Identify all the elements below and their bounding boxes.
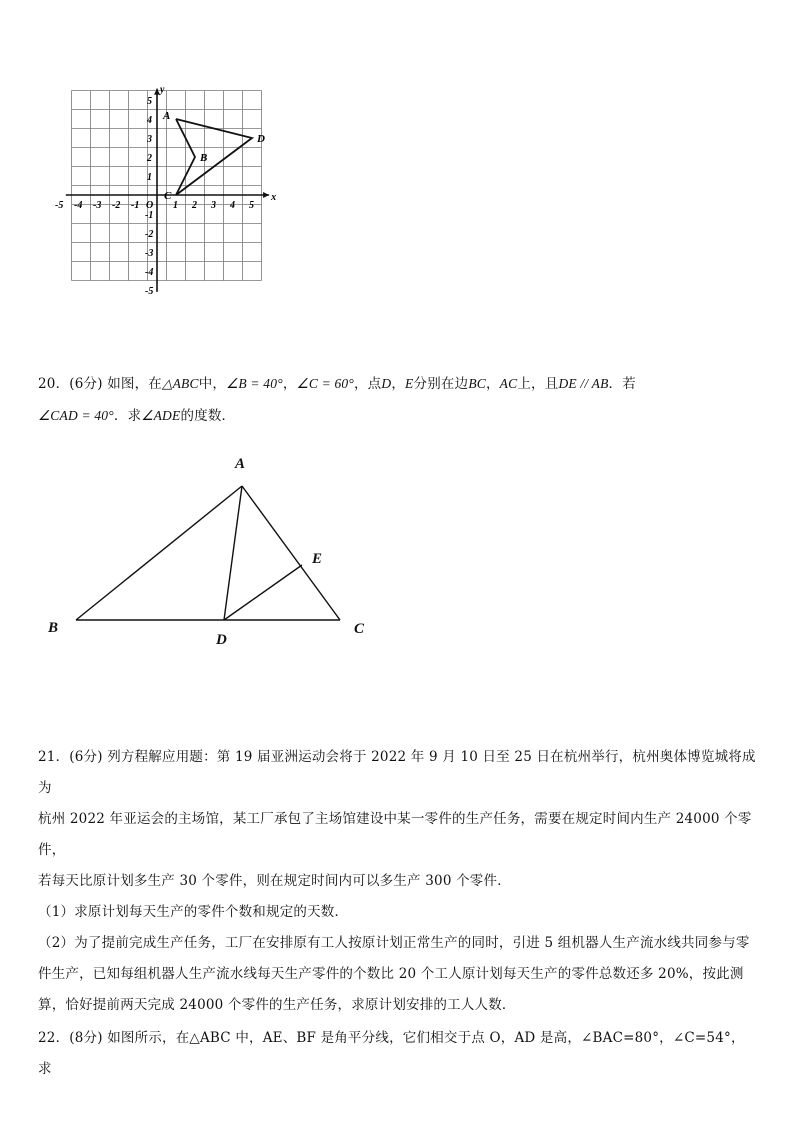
coordinate-grid-figure bbox=[30, 84, 277, 297]
question-21 bbox=[38, 742, 758, 1021]
q20-triangle: △ABC bbox=[162, 376, 199, 391]
q20-text: ．若 bbox=[608, 376, 636, 392]
q20-point-e: E bbox=[405, 376, 414, 391]
point-label-c: C bbox=[164, 190, 172, 202]
segment-de bbox=[224, 565, 302, 620]
segment-ad bbox=[224, 486, 242, 620]
question-20 bbox=[38, 368, 758, 432]
q20-side-ac: AC bbox=[499, 376, 518, 391]
x-tick-label: 5 bbox=[249, 200, 254, 211]
x-tick-label: -2 bbox=[112, 200, 121, 211]
y-tick-label: 3 bbox=[147, 134, 152, 145]
y-tick-label: -1 bbox=[145, 210, 154, 221]
q20-text: ， bbox=[485, 376, 500, 392]
q20-text: ， bbox=[391, 376, 406, 392]
q20-text: 分别在边 bbox=[413, 376, 469, 392]
q20-angle-c: ∠C = 60° bbox=[296, 376, 354, 391]
y-tick-label: 1 bbox=[147, 172, 152, 183]
y-tick-label: 2 bbox=[147, 153, 152, 164]
y-tick-label: 4 bbox=[147, 115, 152, 126]
x-tick-label: -1 bbox=[131, 200, 140, 211]
segment-ac bbox=[242, 486, 340, 620]
x-tick-label: 1 bbox=[173, 200, 178, 211]
y-tick-label: -3 bbox=[145, 248, 154, 259]
question-22 bbox=[38, 1023, 758, 1085]
polygon-ABDC bbox=[162, 110, 265, 202]
triangle-figure bbox=[40, 448, 390, 658]
q21-line: 21．(6分) 列方程解应用题：第 19 届亚洲运动会将于 2022 年 9 月 10 日至 25 日在杭州举行，杭州奥体博览城将成为 bbox=[38, 749, 756, 796]
q20-angle-b: ∠B = 40° bbox=[226, 376, 283, 391]
point-label-d: D bbox=[257, 133, 265, 145]
segment-ab bbox=[76, 486, 242, 620]
q20-side-bc: BC bbox=[468, 376, 486, 391]
y-tick-label: -2 bbox=[145, 229, 154, 240]
q20-text: 的度数． bbox=[180, 408, 236, 424]
x-tick-label: 4 bbox=[230, 200, 235, 211]
q20-text: 中， bbox=[198, 376, 227, 392]
label-a: A bbox=[235, 456, 246, 472]
point-label-a: A bbox=[163, 110, 171, 122]
x-axis-label: x bbox=[271, 192, 277, 203]
x-tick-label: 3 bbox=[211, 200, 216, 211]
q22-line: 22．(8分) 如图所示，在△ABC 中，AE、BF 是角平分线，它们相交于点 O，AD 是高，∠BAC=80°，∠C=54°，求 bbox=[38, 1030, 745, 1077]
y-tick-label: 5 bbox=[147, 96, 152, 107]
y-axis-label: y bbox=[160, 84, 165, 96]
q20-text: 上，且 bbox=[517, 376, 559, 392]
label-c: C bbox=[354, 621, 365, 637]
q20-text: ，点 bbox=[353, 376, 382, 392]
q21-line: 若每天比原计划多生产 30 个零件，则在规定时间内可以多生产 300 个零件． bbox=[38, 873, 511, 889]
q20-point-d: D bbox=[381, 376, 392, 391]
x-tick-label: -4 bbox=[74, 200, 83, 211]
q21-line: 算，恰好提前两天完成 24000 个零件的生产任务，求原计划安排的工人人数． bbox=[38, 997, 516, 1013]
q20-prefix: 20．(6分) 如图，在 bbox=[38, 376, 162, 392]
origin-label: O bbox=[146, 200, 154, 211]
point-label-b: B bbox=[200, 152, 208, 164]
x-axis-arrow bbox=[263, 192, 269, 198]
q20-parallel: DE // AB bbox=[558, 376, 609, 391]
q21-part-2: （2）为了提前完成生产任务，工厂在安排原有工人按原计划正常生产的同时，引进 5 组机器人生产流水线共同参与零 bbox=[38, 935, 750, 951]
q20-angle-ade: ∠ADE bbox=[141, 408, 181, 423]
x-tick-label: -3 bbox=[93, 200, 102, 211]
q20-text: ， bbox=[282, 376, 297, 392]
q20-angle-cad: ∠CAD = 40° bbox=[38, 408, 114, 423]
y-tick-label: -4 bbox=[145, 267, 154, 278]
q20-text: ．求 bbox=[113, 408, 142, 424]
label-b: B bbox=[48, 620, 59, 636]
x-tick-label: -5 bbox=[55, 200, 64, 211]
x-tick-label: 2 bbox=[192, 200, 197, 211]
y-tick-label: -5 bbox=[145, 286, 154, 297]
q21-line: 件生产，已知每组机器人生产流水线每天生产零件的个数比 20 个工人原计划每天生产的零件总数还多 20%，按此测 bbox=[38, 966, 744, 982]
quadrilateral-outline bbox=[176, 119, 252, 195]
q21-line: 杭州 2022 年亚运会的主场馆，某工厂承包了主场馆建设中某一零件的生产任务，需要在规定时间内生产 24000 个零件， bbox=[38, 811, 752, 858]
q21-part-1: （1）求原计划每天生产的零件个数和规定的天数． bbox=[38, 904, 349, 920]
label-e: E bbox=[312, 551, 323, 567]
label-d: D bbox=[216, 632, 227, 648]
